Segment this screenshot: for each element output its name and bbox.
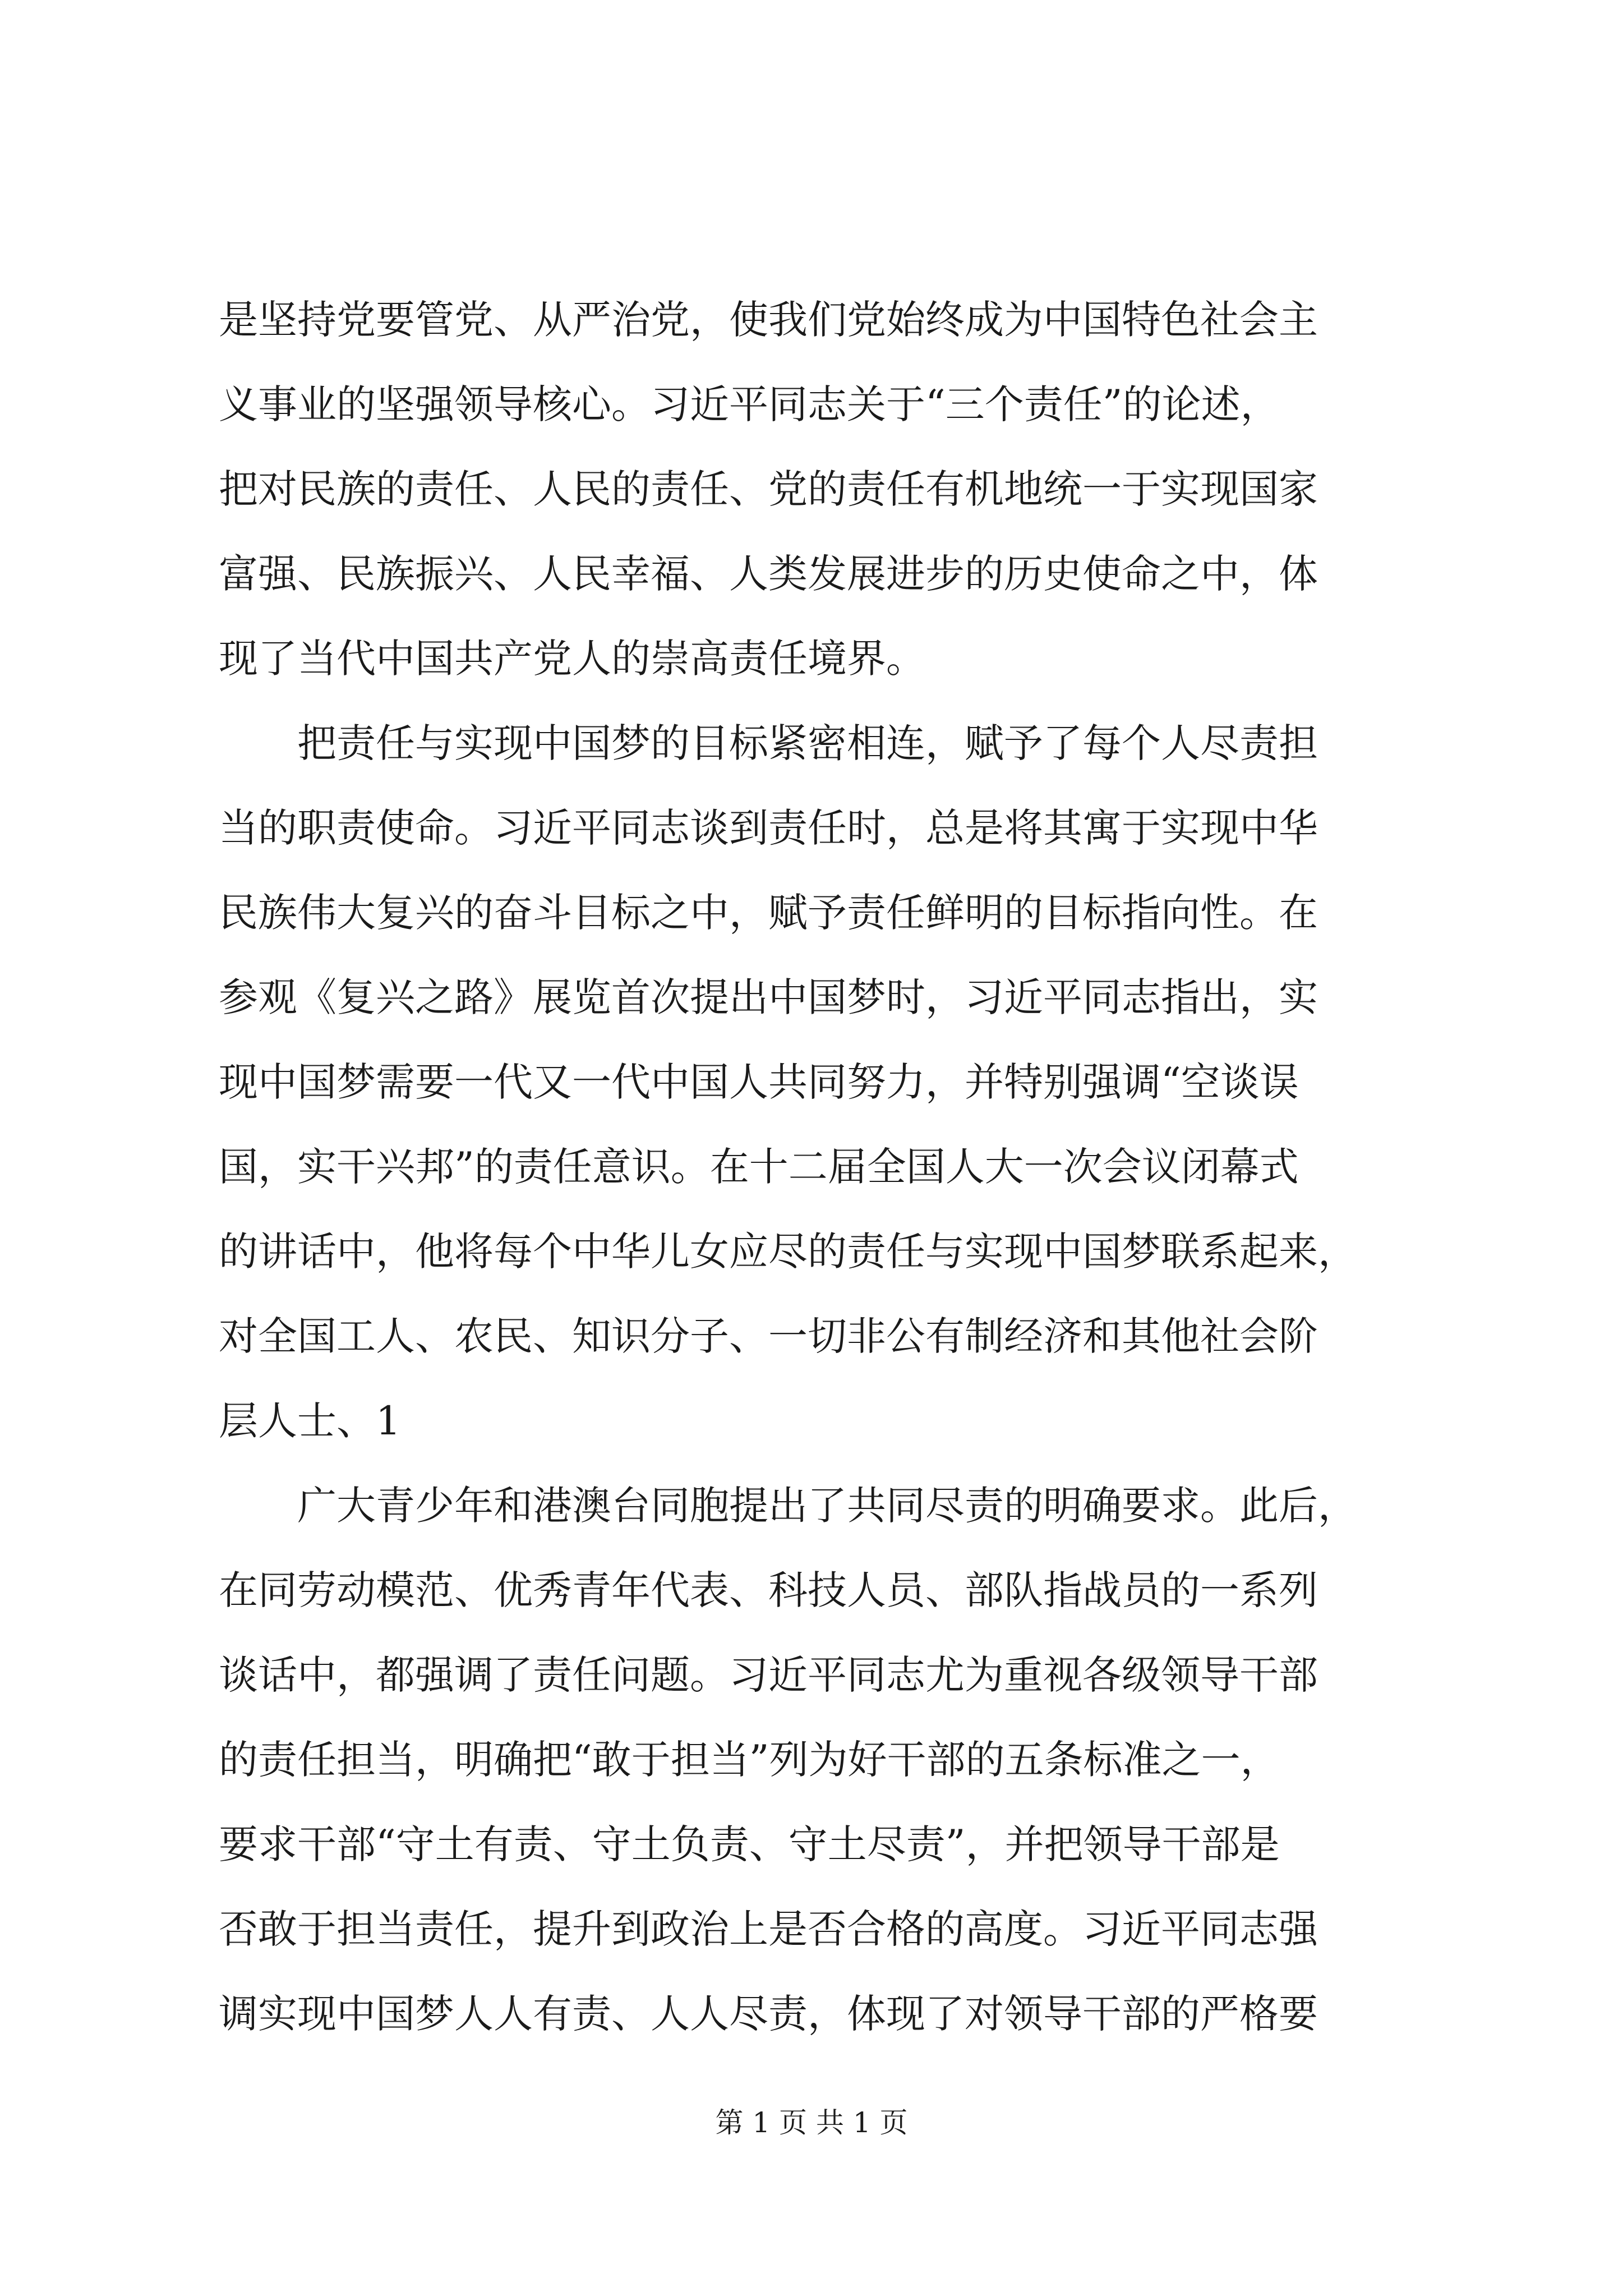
body-text-line: 民族伟大复兴的奋斗目标之中，赋予责任鲜明的目标指向性。在 [219,890,1318,936]
body-text-line: 国，实干兴邦”的责任意识。在十二届全国人大一次会议闭幕式 [219,1144,1299,1190]
body-text-line: 把对民族的责任、人民的责任、党的责任有机地统一于实现国家 [219,466,1318,512]
body-text-line: 现了当代中国共产党人的崇高责任境界。 [219,636,925,682]
body-text-line: 是坚持党要管党、从严治党，使我们党始终成为中国特色社会主 [219,297,1318,343]
body-text-line: 广大青少年和港澳台同胞提出了共同尽责的明确要求。此后， [219,1483,1357,1529]
body-text-line: 义事业的坚强领导核心。习近平同志关于“三个责任”的论述， [219,381,1280,427]
body-text-line: 在同劳动模范、优秀青年代表、科技人员、部队指战员的一系列 [219,1567,1318,1613]
body-text-line: 把责任与实现中国梦的目标紧密相连，赋予了每个人尽责担 [219,720,1318,766]
body-text-line: 对全国工人、农民、知识分子、一切非公有制经济和其他社会阶 [219,1313,1318,1359]
body-text-line: 调实现中国梦人人有责、人人尽责，体现了对领导干部的严格要 [219,1991,1318,2037]
body-text-line: 现中国梦需要一代又一代中国人共同努力，并特别强调“空谈误 [219,1059,1299,1105]
body-text-line: 当的职责使命。习近平同志谈到责任时，总是将其寓于实现中华 [219,805,1318,851]
body-text-line: 谈话中，都强调了责任问题。习近平同志尤为重视各级领导干部 [219,1652,1318,1698]
body-text-line: 富强、民族振兴、人民幸福、人类发展进步的历史使命之中，体 [219,551,1318,597]
body-text-line: 要求干部“守土有责、守土负责、守土尽责”，并把领导干部是 [219,1821,1280,1867]
page-number-footer: 第 1 页 共 1 页 [715,2106,908,2139]
body-text-line: 参观《复兴之路》展览首次提出中国梦时，习近平同志指出，实 [219,974,1318,1020]
body-text-line: 的责任担当，明确把“敢于担当”列为好干部的五条标准之一， [219,1737,1280,1783]
body-text-line: 的讲话中，他将每个中华儿女应尽的责任与实现中国梦联系起来， [219,1228,1357,1274]
body-text-line: 层人士、1 [219,1398,401,1444]
body-text-line: 否敢于担当责任，提升到政治上是否合格的高度。习近平同志强 [219,1906,1318,1952]
